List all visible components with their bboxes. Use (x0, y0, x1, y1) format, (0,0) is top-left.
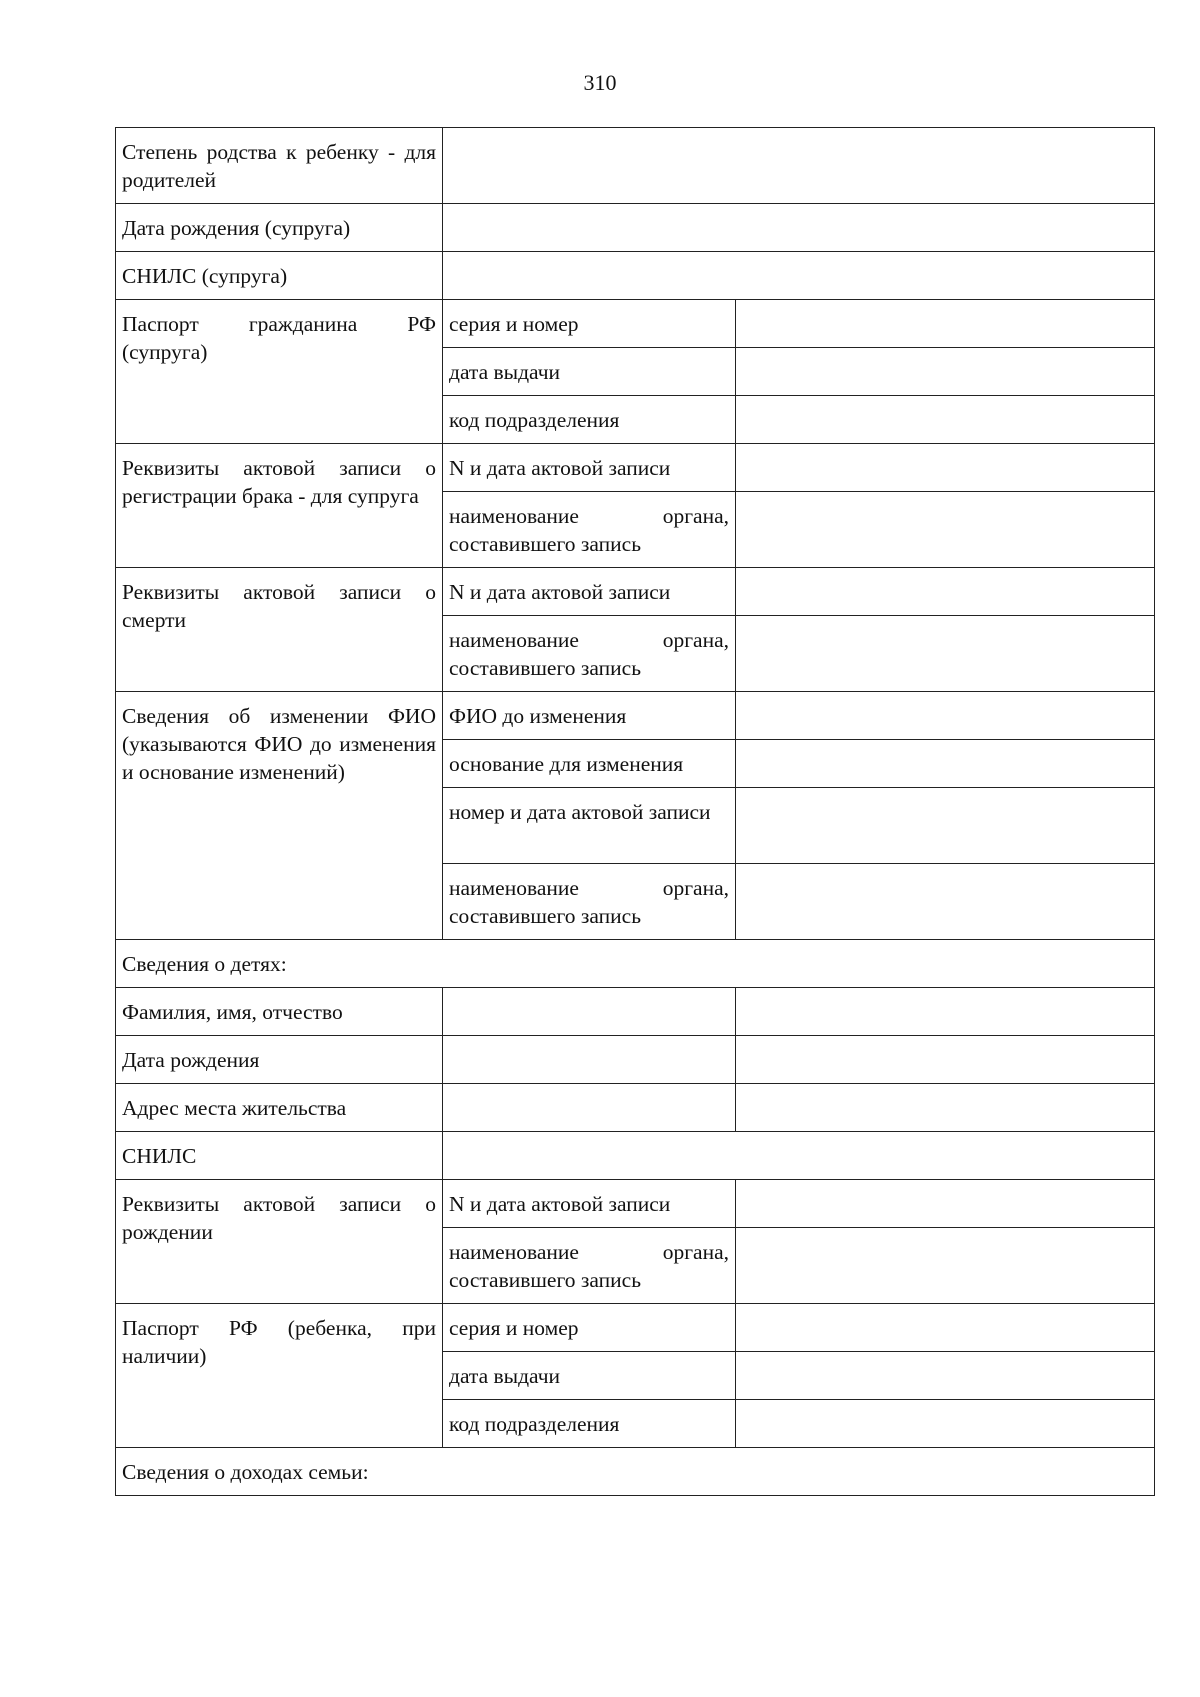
input-child-full-name-1[interactable] (443, 988, 736, 1036)
input-child-passport-division-code[interactable] (736, 1400, 1155, 1448)
input-child-address-2[interactable] (736, 1084, 1155, 1132)
input-child-passport-issue-date[interactable] (736, 1352, 1155, 1400)
table-row (116, 1304, 1155, 1352)
input-spouse-passport-series-number[interactable] (736, 300, 1155, 348)
input-name-change-record-number-date[interactable] (736, 788, 1155, 864)
input-name-change-record-authority[interactable] (736, 864, 1155, 940)
table-row (116, 988, 1155, 1036)
input-birth-record-number-date[interactable] (736, 1180, 1155, 1228)
input-change-basis[interactable] (736, 740, 1155, 788)
field-label-division-code: код подразделения (443, 1400, 736, 1448)
field-label-record-number-date: N и дата актовой записи (443, 444, 736, 492)
table-row (116, 252, 1155, 300)
field-label-division-code: код подразделения (443, 396, 736, 444)
field-label-series-number: серия и номер (443, 300, 736, 348)
row-label-death-record: Реквизиты актовой записи о смерти (116, 568, 443, 692)
field-label-authority-name: наименование органа, составившего запись (443, 1228, 736, 1304)
input-child-birth-date-2[interactable] (736, 1036, 1155, 1084)
table-row (116, 300, 1155, 348)
input-child-passport-series-number[interactable] (736, 1304, 1155, 1352)
input-spouse-passport-issue-date[interactable] (736, 348, 1155, 396)
field-label-authority-name: наименование органа, составившего запись (443, 864, 736, 940)
input-child-full-name-2[interactable] (736, 988, 1155, 1036)
field-label-issue-date: дата выдачи (443, 348, 736, 396)
table-row (116, 692, 1155, 740)
input-marriage-record-authority[interactable] (736, 492, 1155, 568)
table-row (116, 1132, 1155, 1180)
row-label-relation-degree: Степень родства к ребенку - для родителей (116, 128, 443, 204)
row-label-child-address: Адрес места жительства (116, 1084, 443, 1132)
table-row (116, 1180, 1155, 1228)
field-label-record-number-date: N и дата актовой записи (443, 1180, 736, 1228)
field-label-authority-name: наименование органа, составившего запись (443, 492, 736, 568)
field-label-issue-date: дата выдачи (443, 1352, 736, 1400)
row-label-child-birth-date: Дата рождения (116, 1036, 443, 1084)
input-death-record-number-date[interactable] (736, 568, 1155, 616)
table-row (116, 568, 1155, 616)
table-row (116, 204, 1155, 252)
section-header-children: Сведения о детях: (116, 940, 1155, 988)
row-label-spouse-passport: Паспорт гражданина РФ (супруга) (116, 300, 443, 444)
row-label-spouse-snils: СНИЛС (супруга) (116, 252, 443, 300)
row-label-name-change: Сведения об изменении ФИО (указываются ФИО до изменения и основание изменений) (116, 692, 443, 940)
input-child-snils[interactable] (443, 1132, 1155, 1180)
row-label-child-snils: СНИЛС (116, 1132, 443, 1180)
table-row (116, 128, 1155, 204)
table-row (116, 1036, 1155, 1084)
row-label-birth-record: Реквизиты актовой записи о рождении (116, 1180, 443, 1304)
input-spouse-snils[interactable] (443, 252, 1155, 300)
row-label-marriage-record: Реквизиты актовой записи о регистрации брака - для супруга (116, 444, 443, 568)
row-label-child-full-name: Фамилия, имя, отчество (116, 988, 443, 1036)
row-label-spouse-birth-date: Дата рождения (супруга) (116, 204, 443, 252)
input-child-address-1[interactable] (443, 1084, 736, 1132)
field-label-change-basis: основание для изменения (443, 740, 736, 788)
input-death-record-authority[interactable] (736, 616, 1155, 692)
table-row (116, 1448, 1155, 1496)
input-relation-degree[interactable] (443, 128, 1155, 204)
input-spouse-passport-division-code[interactable] (736, 396, 1155, 444)
table-row (116, 940, 1155, 988)
input-child-birth-date-1[interactable] (443, 1036, 736, 1084)
field-label-record-number-and-date: номер и дата актовой записи (443, 788, 736, 864)
field-label-authority-name: наименование органа, составившего запись (443, 616, 736, 692)
row-label-child-passport: Паспорт РФ (ребенка, при наличии) (116, 1304, 443, 1448)
form-table (115, 127, 1155, 1496)
field-label-name-before-change: ФИО до изменения (443, 692, 736, 740)
input-name-before-change[interactable] (736, 692, 1155, 740)
field-label-series-number: серия и номер (443, 1304, 736, 1352)
page-number: 310 (583, 70, 617, 95)
input-birth-record-authority[interactable] (736, 1228, 1155, 1304)
field-label-record-number-date: N и дата актовой записи (443, 568, 736, 616)
input-spouse-birth-date[interactable] (443, 204, 1155, 252)
table-row (116, 1084, 1155, 1132)
table-row (116, 444, 1155, 492)
section-header-family-income: Сведения о доходах семьи: (116, 1448, 1155, 1496)
input-marriage-record-number-date[interactable] (736, 444, 1155, 492)
